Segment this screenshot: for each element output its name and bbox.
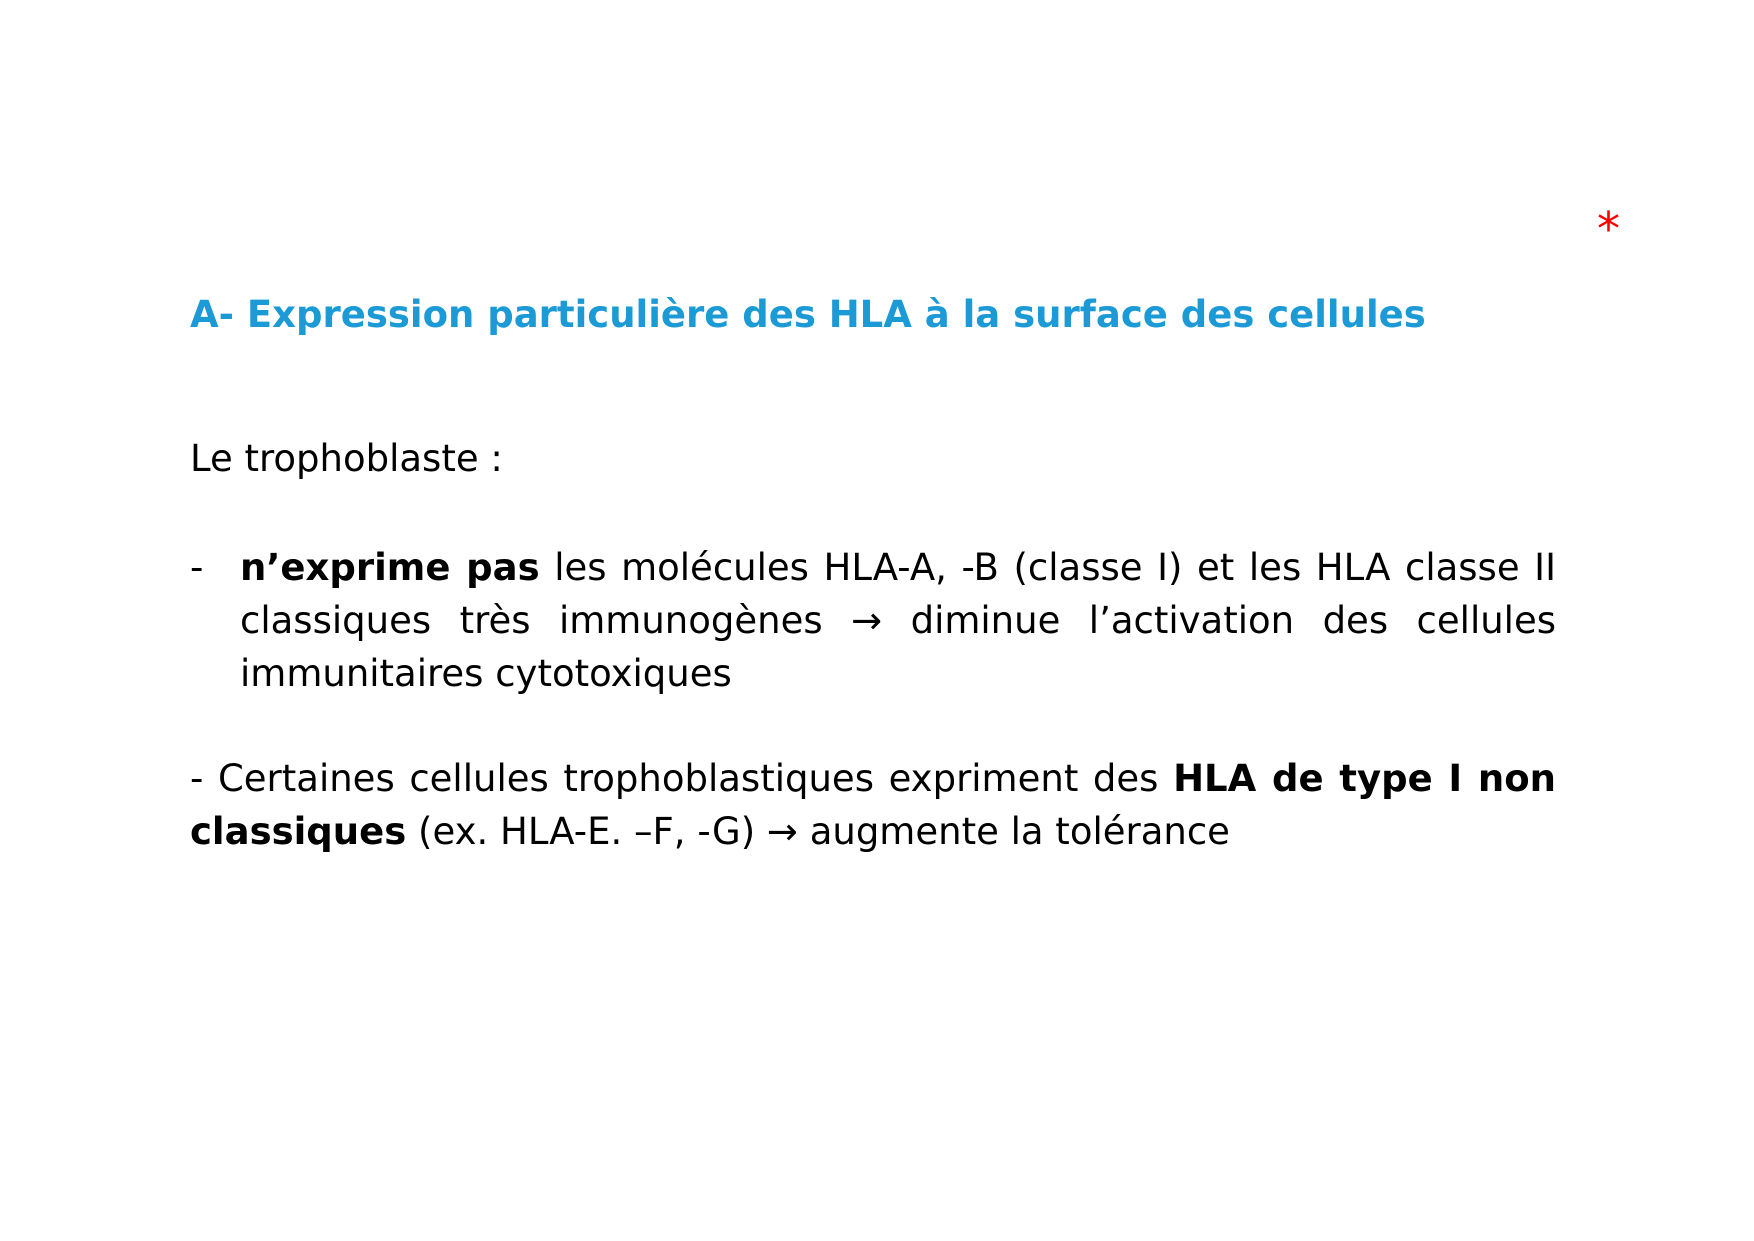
bullet-item-1-text	[240, 541, 1556, 700]
bullet-item-1	[190, 541, 1556, 700]
bullet-text-part: les molécules HLA-A, -B (classe I) et les HLA classe II classiques très immunogènes	[240, 546, 1556, 642]
arrow-right-icon: →	[851, 599, 883, 642]
bold-phrase: n’exprime pas	[240, 546, 540, 589]
bullet-dash: -	[190, 546, 204, 589]
paragraph-text-part: (ex. HLA-E. –F, -G)	[406, 810, 767, 853]
paragraph-text-part: augmente la tolérance	[797, 810, 1230, 853]
arrow-right-icon: →	[766, 810, 798, 853]
section-heading: A- Expression particulière des HLA à la surface des cellules	[190, 293, 1426, 336]
bold-phrase: HLA de type I non classiques	[190, 757, 1556, 853]
paragraph-text-part: - Certaines cellules trophoblastiques expriment des	[190, 757, 1174, 800]
paragraph-2	[190, 752, 1556, 858]
intro-line: Le trophoblaste :	[190, 437, 503, 480]
bullet-text-part: diminue l’activation des cellules immunitaires cytotoxiques	[240, 599, 1556, 695]
red-asterisk-mark: *	[1597, 202, 1620, 256]
